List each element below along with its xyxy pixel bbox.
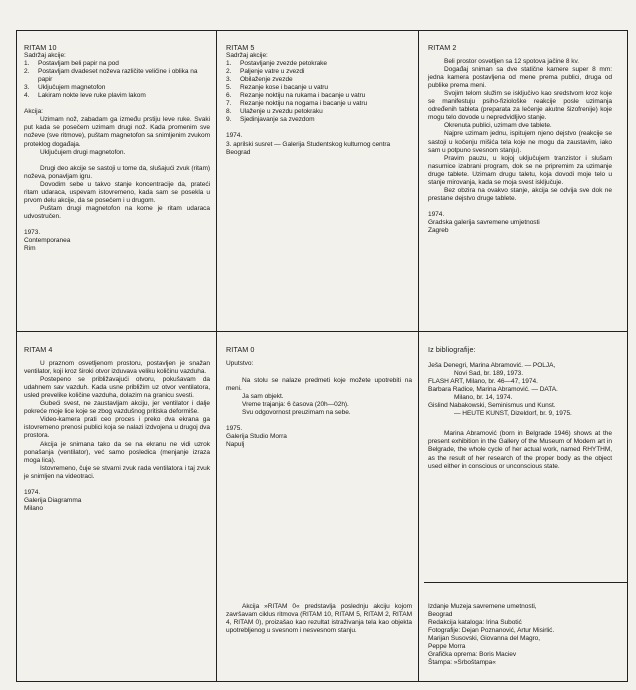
ritam-5-content-heading: Sadržaj akcije: [226, 52, 268, 60]
ritam-0-footer-text: Akcija »RITAM 0« predstavlja poslednju akciju kojom završavam ciklus ritmova (RITAM 10, RITAM 5, RITAM 2, RITAM 4, RITAM 0), proizašao kao rezultat istraživanja tela kao objekta upotrebljenog u svesnom i nesvesnom stanju. [226, 603, 412, 635]
ritam-10-action-heading: Akcija: [24, 108, 43, 116]
ritam-10-content-heading: Sadržaj akcije: [24, 52, 66, 60]
ritam-0-paragraph: Vreme trajanja: 6 časova (20h—02h). [242, 401, 349, 409]
ritam-10-paragraph: Uključujem drugi magnetofon. [40, 148, 126, 156]
ritam-4-section [24, 346, 210, 513]
english-note: Marina Abramović (born in Belgrade 1946) shows at the present exhibition in the Gallery of the Museum of Modern art in Belgrade, the whole cycle of her actual work, named RHYTHM, as the result of her research of the proper body as the object used either in conscious or unconscious state. [428, 430, 612, 470]
ritam-4-title: RITAM 4 [24, 345, 53, 354]
grid-right-border [627, 30, 628, 682]
colophon-section [428, 603, 612, 667]
ritam-10-paragraph: Drugi deo akcije se sastoji u tome da, slušajući zvuk (ritam) noževa, ponavljam igru. [24, 164, 210, 180]
colophon-line: Peppe Morra [428, 643, 466, 651]
ritam-5-city: Beograd [226, 148, 251, 156]
ritam-5-steps [226, 60, 412, 124]
colophon-line: Beograd [428, 611, 453, 619]
grid-divider-vertical-1 [216, 30, 217, 682]
bibliography-entry: FLASH ART, Milano, br. 46—47, 1974. [428, 378, 538, 386]
ritam-10-title: RITAM 10 [24, 43, 57, 52]
ritam-2-city: Zagreb [428, 226, 449, 234]
ritam-4-venue: Galerija Diagramma [24, 496, 82, 504]
bibliography-entry: Ješa Denegri, Marina Abramović. — POLJA, [428, 362, 556, 370]
step-item: 1. Postavljanje zvezde petokrake [226, 60, 327, 68]
ritam-4-city: Milano [24, 504, 43, 512]
colophon-line: Grafička oprema: Boris Maciev [428, 651, 517, 659]
step-item: 5. Rezanje kose i bacanje u vatru [226, 84, 329, 92]
bibliography-entry-cont: Novi Sad, br. 189, 1973. [454, 370, 524, 378]
ritam-10-year: 1973. [24, 228, 41, 236]
ritam-10-steps [24, 60, 210, 100]
colophon-line: Fotografije: Dejan Poznanović, Artur Misirlić. [428, 627, 555, 635]
bibliography-entry: Gislind Nabakowski, Seminismus und Kunst. [428, 402, 556, 410]
ritam-2-venue: Gradska galerija savremene umjetnosti [428, 218, 540, 226]
step-item: 1. Postavljam beli papir na pod [24, 60, 119, 68]
ritam-4-paragraph: U praznom osvetljenom prostoru, postavljen je snažan ventilator, koji kroz široki otvor izduvava veliku količinu vazduha. [24, 360, 210, 376]
ritam-2-paragraph: Beli prostor osvetljen sa 12 spotova jačine 8 kv. [444, 58, 579, 66]
ritam-0-city: Napulj [226, 441, 245, 449]
bibliography-heading: Iz bibliografije: [428, 345, 476, 354]
ritam-2-paragraph: Svojim telom služim se isključivo kao sredstvom kroz koje se manifestuju psiho-fiziološke reakcije posle uzimanja određenih tableta (preparata za lečenje akutne šizofrenije) koje mogu telo dovode u nepredvidljivo stanje. [428, 90, 612, 122]
ritam-2-title: RITAM 2 [428, 43, 457, 52]
ritam-4-year: 1974. [24, 488, 41, 496]
ritam-0-venue: Galerija Studio Morra [226, 433, 287, 441]
step-item: 2. Postavljam dvadeset noževa različite veličine i oblika na papir [24, 68, 198, 84]
step-item: 4. Lakiram nokte leve ruke plavim lakom [24, 92, 146, 100]
ritam-4-paragraph: Postepeno se približavajući otvoru, pokušavam da udahnem sav vazduh. Kada usne približim uz otvor ventilatora, usled prevelike količine vazduha, dolazim na granicu svesti. [24, 376, 210, 400]
ritam-5-venue: 3. aprilski susret — Galerija Studentskog kulturnog centra [226, 140, 391, 148]
ritam-2-section [428, 44, 612, 235]
bibliography-entry: Barbara Radice, Marina Abramović. — DATA. [428, 386, 558, 394]
step-item: 8. Ulaženje u zvezdu petokraku [226, 108, 323, 116]
ritam-10-section [24, 44, 210, 253]
colophon-line: Izdanje Muzeja savremene umetnosti, [428, 603, 537, 610]
ritam-2-paragraph: Najpre uzimam jednu, ispitujem njeno dejstvo (reakcije se sastoji u kočenju mišića tela koje ne mogu da zaustavim, iako sam u potpuno svesnom stanju). [428, 130, 612, 154]
colophon-line: Štampa: »Srboštampa« [428, 659, 496, 667]
ritam-4-paragraph: Akcija je snimana tako da se na ekranu ne vidi uzrok ponašanja (ventilator), već samo posledica (menjanje izraza moga lica). [24, 440, 210, 464]
ritam-10-city: Rim [24, 245, 36, 253]
ritam-2-paragraph: Bez obzira na ovakvo stanje, akcija se odvija sve dok ne prestane dejstvo druge tablete. [428, 186, 612, 202]
ritam-2-year: 1974. [428, 210, 445, 218]
ritam-10-paragraph: Puštam drugi magnetofon na kome je ritam udaraca udvostručen. [24, 204, 210, 220]
ritam-2-paragraph: Okrenuta publici, uzimam dve tablete. [444, 122, 552, 130]
ritam-0-year: 1975. [226, 425, 243, 433]
grid-divider-horizontal [16, 331, 628, 332]
colophon-line: Redakcija kataloga: Irina Subotić [428, 619, 522, 627]
ritam-2-paragraph: Događaj sniman sa dve statične kamere super 8 mm: jedna kamera postavljena od mene prema publici, druga od publike prema meni. [428, 66, 612, 90]
ritam-0-instructions-heading: Uputstvo: [226, 360, 254, 368]
ritam-0-paragraph: Ja sam objekt. [242, 393, 284, 401]
ritam-2-paragraph: Pravim pauzu, u kojoj uključujem tranzistor i slušam nasumice izabrani program, dok se ne pripremim za uzimanje druge tablete. Uzimam drugu taletu, koja dovodi moje telo u stanje mirovanja, kada se moja svest isključuje. [428, 154, 612, 186]
grid-top-border [16, 30, 628, 31]
ritam-5-year: 1974. [226, 132, 243, 140]
bibliography-entry-cont: — HEUTE KUNST, Dizeldorf, br. 9, 1975. [454, 410, 572, 418]
colophon-divider [424, 582, 628, 583]
grid-divider-vertical-2 [418, 30, 419, 682]
ritam-0-paragraph: Na stolu se nalaze predmeti koje možete upotrebiti na meni. [226, 377, 412, 393]
ritam-10-paragraph: Dovodim sebe u takvo stanje koncentracije da, prateći ritam udaraca, uspevam istovremeno, kada sam se posekla u prvom delu akcije, da se posečem i u drugom. [24, 180, 210, 204]
ritam-10-paragraph: Uzimam nož, zabadam ga između prstiju leve ruke. Svaki put kada se posečem uzimam drugi nož. Kada promenim sve noževe (sve ritmove), puštam magnetofon sa snimljenim zvukom proteklog događaja. [24, 116, 210, 148]
ritam-4-paragraph: Video-kamera prati ceo proces i preko dva ekrana ga istovremeno prenosi publici koja se nalazi izdvojena u drugoj dva prostora. [24, 416, 210, 440]
ritam-4-paragraph: Istovremeno, čuje se stvarni zvuk rada ventilatora i taj zvuk je snimljen na videotraci. [24, 464, 210, 480]
ritam-0-title: RITAM 0 [226, 345, 255, 354]
step-item: 9. Sjedinjavanje sa zvezdom [226, 116, 315, 124]
bibliography-entry-cont: Milano, br. 14, 1974. [454, 394, 513, 402]
ritam-10-venue: Contemporanea [24, 236, 71, 244]
step-item: 3. Obilaženje zvezde [226, 76, 293, 84]
bibliography-section [428, 346, 612, 471]
step-item: 6. Rezanje noktiju na rukama i bacanje u vatru [226, 92, 366, 100]
ritam-0-footer [226, 603, 412, 635]
ritam-5-title: RITAM 5 [226, 43, 255, 52]
colophon-line: Marijan Susovski, Giovanna del Magro, [428, 635, 541, 643]
ritam-0-section [226, 346, 412, 449]
ritam-5-section [226, 44, 412, 157]
step-item: 7. Rezanje noktiju na nogama i bacanje u vatru [226, 100, 368, 108]
ritam-4-paragraph: Gubeći svest, ne zaustavljam akciju, jer ventilator i dalje pokreće moje lice koje se zbog vazdušnog pritiska deformiše. [24, 400, 210, 416]
ritam-0-paragraph: Svu odgovornost preuzimam na sebe. [242, 409, 351, 417]
step-item: 2. Paljenje vatre u zvezdi [226, 68, 305, 76]
step-item: 3. Uključujem magnetofon [24, 84, 106, 92]
grid-bottom-border [16, 681, 628, 682]
grid-left-border [16, 30, 17, 682]
